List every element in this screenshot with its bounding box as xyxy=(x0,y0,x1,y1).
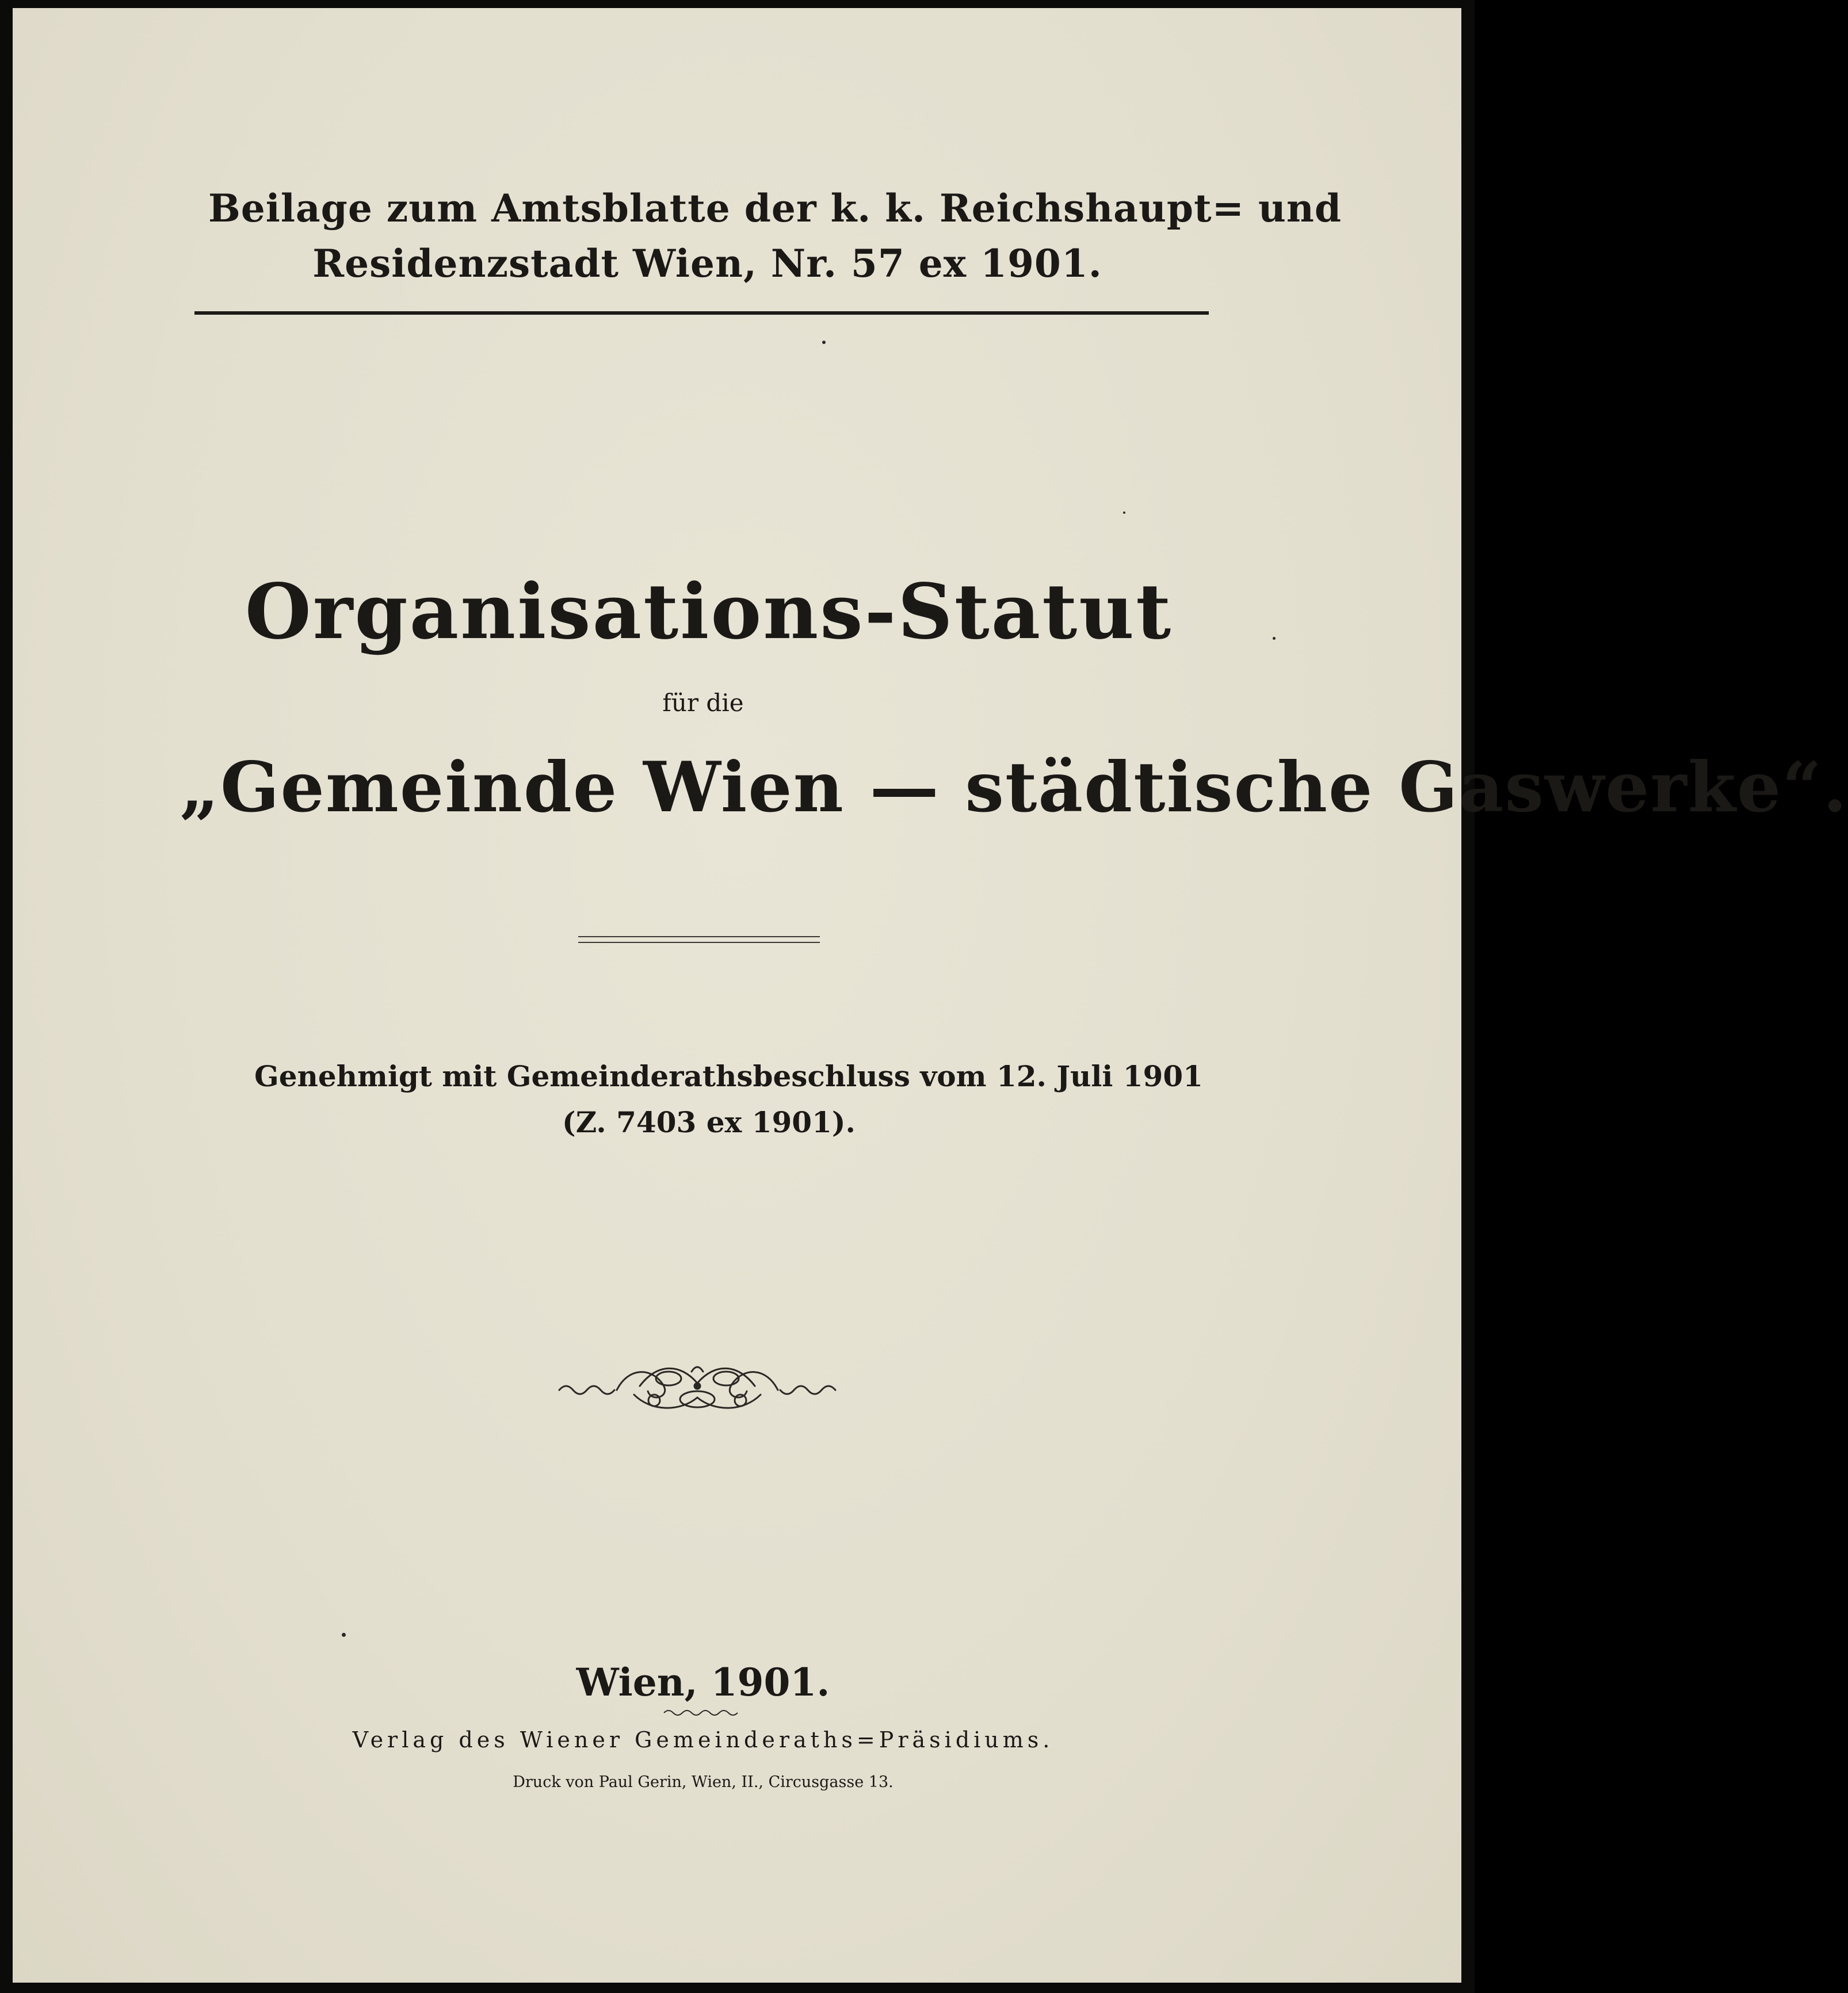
approval-line-2: (Z. 7403 ex 1901). xyxy=(562,1105,856,1139)
imprint-place-year: Wien, 1901. xyxy=(576,1660,830,1705)
double-rule-divider xyxy=(578,936,820,943)
approval-note xyxy=(254,1053,1203,1146)
ink-speck xyxy=(822,341,826,344)
title-connector: für die xyxy=(662,689,744,717)
document-title: Organisations-Statut xyxy=(245,567,1173,656)
supplement-header-line-1: Beilage zum Amtsblatte der k. k. Reichshaupt= und xyxy=(208,186,1342,231)
ink-speck xyxy=(1123,511,1125,514)
document-subtitle: „Gemeinde Wien — städtische Gaswerke“. xyxy=(180,747,1848,828)
document-page xyxy=(13,8,1848,1983)
supplement-header-line-2: Residenzstadt Wien, Nr. 57 ex 1901. xyxy=(312,241,1102,286)
decorative-flourish-icon xyxy=(553,1354,841,1418)
approval-line-1: Genehmigt mit Gemeinderathsbeschluss vom 12. Juli 1901 xyxy=(254,1059,1203,1093)
header-rule xyxy=(194,311,1209,315)
ink-speck xyxy=(342,1633,346,1637)
imprint-printer: Druck von Paul Gerin, Wien, II., Circusgasse 13. xyxy=(513,1773,894,1791)
ink-speck xyxy=(1273,637,1276,640)
imprint-publisher: Verlag des Wiener Gemeinderaths=Präsidiums. xyxy=(352,1727,1054,1753)
supplement-header xyxy=(208,181,1342,291)
wavy-divider-icon xyxy=(663,1708,743,1717)
